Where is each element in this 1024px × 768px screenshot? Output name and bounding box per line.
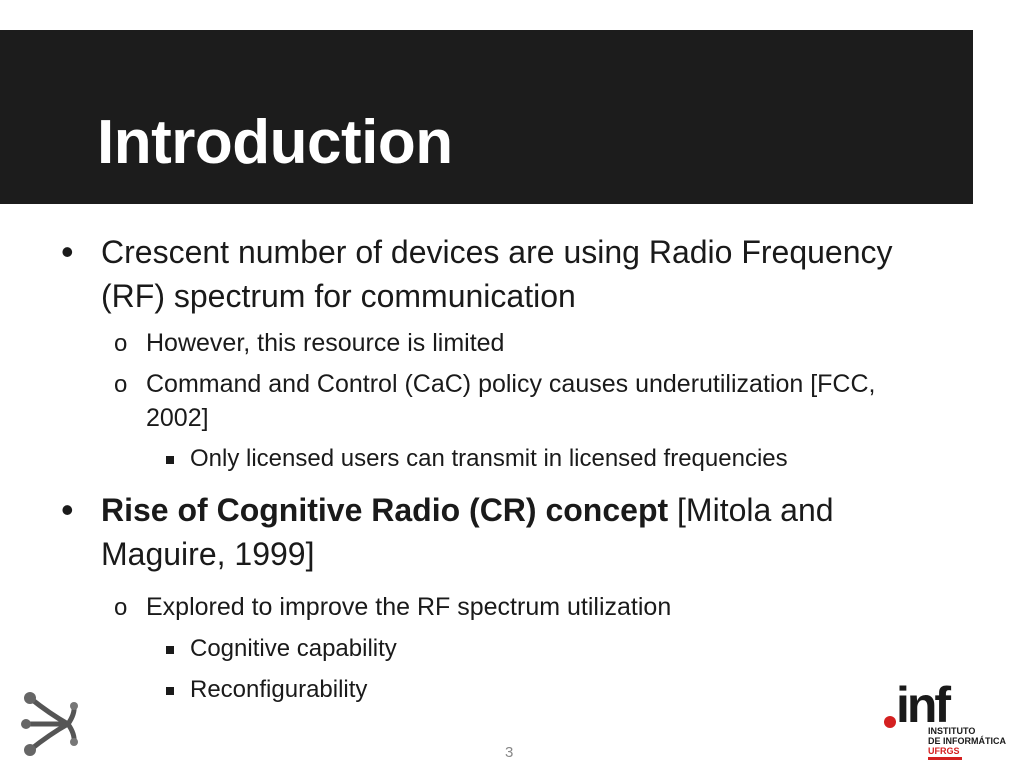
- bullet-text: Explored to improve the RF spectrum utilization: [146, 593, 672, 621]
- bullet-dot-icon: •: [61, 489, 74, 530]
- bullet-item: [61, 230, 961, 318]
- circle-bullet-icon: o: [114, 594, 128, 621]
- page-number: 3: [505, 744, 514, 761]
- bullet-citation-text: [Mitola and Maguire, 1999]: [101, 492, 834, 572]
- sub-sub-bullet-item: [190, 674, 970, 706]
- inf-logo-dot: [884, 716, 896, 728]
- bullet-text: Crescent number of devices are using Radio Frequency (RF) spectrum for communication: [101, 234, 893, 314]
- bullet-text: Only licensed users can transmit in licensed frequencies: [190, 445, 788, 472]
- sub-bullet-item: [114, 326, 926, 360]
- bullet-text: Command and Control (CaC) policy causes underutilization [FCC, 2002]: [146, 370, 876, 432]
- bullet-item: [61, 488, 961, 576]
- circle-bullet-icon: o: [114, 371, 128, 398]
- slide-title: Introduction: [97, 108, 453, 177]
- inf-logo-underline: [928, 757, 962, 760]
- sub-bullet-item: [114, 367, 926, 435]
- bullet-text: Cognitive capability: [190, 635, 397, 662]
- network-molecule-icon: [20, 684, 80, 764]
- bullet-text: However, this resource is limited: [146, 329, 505, 357]
- inf-logo-caption: INSTITUTO DE INFORMÁTICA UFRGS: [928, 726, 1006, 756]
- bullet-text: Reconfigurability: [190, 676, 368, 703]
- square-bullet-icon: [166, 687, 174, 695]
- inf-logo: [880, 677, 1020, 764]
- circle-bullet-icon: o: [114, 330, 128, 357]
- bullet-dot-icon: •: [61, 231, 74, 272]
- square-bullet-icon: [166, 456, 174, 464]
- sub-sub-bullet-item: [190, 633, 970, 665]
- bullet-bold-text: Rise of Cognitive Radio (CR) concept: [101, 492, 669, 528]
- sub-bullet-item: [114, 590, 926, 624]
- square-bullet-icon: [166, 646, 174, 654]
- inf-logo-text: inf: [896, 677, 949, 733]
- sub-sub-bullet-item: [190, 443, 970, 475]
